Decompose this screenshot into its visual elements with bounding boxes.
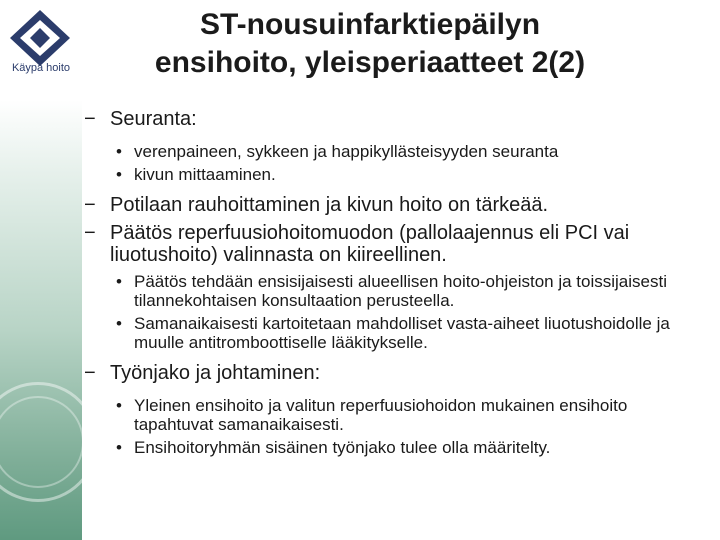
kaypa-hoito-logo	[8, 8, 72, 88]
slide-content	[84, 108, 704, 461]
title-line-2: ensihoito, yleisperiaatteet 2(2)	[154, 46, 586, 79]
dash-icon: −	[84, 222, 96, 244]
sub-bullet-item	[84, 142, 704, 161]
bullet-dot-icon: •	[116, 272, 122, 291]
sub-bullet-text: Ensihoitoryhmän sisäinen työnjako tulee olla määritelty.	[134, 438, 551, 457]
bullet-text: Työnjako ja johtaminen:	[110, 362, 321, 384]
diamond-logo-icon	[8, 8, 72, 68]
bullet-dot-icon: •	[116, 165, 122, 184]
sub-bullet-item	[84, 438, 704, 457]
dash-icon: −	[84, 194, 96, 216]
slide-title	[100, 6, 640, 82]
sub-bullet-item	[84, 314, 704, 352]
sub-bullet-item	[84, 396, 704, 434]
bullet-dot-icon: •	[116, 396, 122, 415]
bullet-dot-icon: •	[116, 142, 122, 161]
bullet-dot-icon: •	[116, 314, 122, 333]
logo-label: Käypä hoito	[11, 62, 71, 74]
bullet-dot-icon: •	[116, 438, 122, 457]
dash-icon: −	[84, 362, 96, 384]
sub-bullet-text: Päätös tehdään ensisijaisesti alueellisen hoito-ohjeiston ja toissijaisesti tilannekohtaisen konsultaation perusteella.	[134, 272, 667, 310]
sub-bullet-text: verenpaineen, sykkeen ja happikyllästeisyyden seuranta	[134, 142, 559, 161]
sub-bullet-item	[84, 272, 704, 310]
sub-bullet-item	[84, 165, 704, 184]
bullet-text: Päätös reperfuusiohoitomuodon (pallolaajennus eli PCI vai liuotushoito) valinnasta on kiireellinen.	[110, 222, 630, 266]
bullet-text: Seuranta:	[110, 108, 197, 130]
bullet-text: Potilaan rauhoittaminen ja kivun hoito on tärkeää.	[110, 194, 549, 216]
bullet-item	[84, 362, 704, 384]
dash-icon: −	[84, 108, 96, 130]
bullet-item	[84, 222, 704, 266]
title-line-1: ST-nousuinfarktiepäilyn	[199, 8, 541, 41]
bullet-item	[84, 108, 704, 130]
sub-bullet-text: Samanaikaisesti kartoitetaan mahdolliset vasta-aiheet liuotushoidolle ja muulle antitromboottiselle lääkitykselle.	[134, 314, 670, 352]
bullet-item	[84, 194, 704, 216]
sub-bullet-text: kivun mittaaminen.	[134, 165, 276, 184]
sub-bullet-text: Yleinen ensihoito ja valitun reperfuusiohoidon mukainen ensihoito tapahtuvat samanaikaisesti.	[134, 396, 628, 434]
